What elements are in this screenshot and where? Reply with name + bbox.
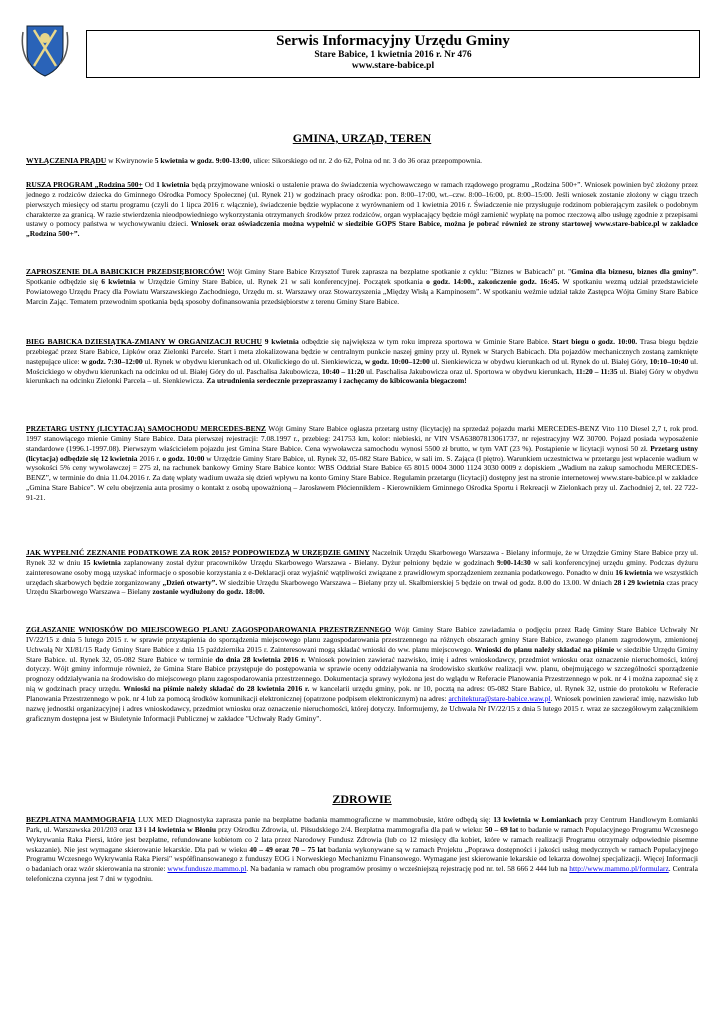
article-run-traffic: BIEG BABICKA DZIESIĄTKA-ZMIANY W ORGANIZACJI RUCHU 9 kwietnia odbędzie się największa w tym roku impreza sportowa w Gminie Stare Babice. Start biegu o godz. 10:00. Trasa biegu będzie przebiegać przez Stare Babice, Lipków oraz Zielonki Parcele. Start i meta zlokalizowana będzie w centralnym punkcie naszej gminy przy ul. Rynek w Starych Babicach. Dla pojazdów mechanicznych zostaną zamknięte następujące ulice: w godz. 7:30–12:00 ul. Rynek w obydwu kierunkach od ul. Okulickiego do ul. Sienkiewicza, w godz. 10:00–12:00 ul. Sienkiewicza w obydwu kierunkach od ul. Rynek do ul. Białej Góry, 10:10–10:40 ul. Mościckiego w obydwu kierunkach na odcinku od ul. Białej Góry do ul. Paschalisa Jakubowicza, 10:40 – 11:20 ul. Paschalisa Jakubowicza oraz ul. Sportowa w obydwu kierunkach, 11:20 – 11:35 ul. Białej Góry w obydwu kierunkach na odcinku Zielonki Parcela – ul. Sienkiewicza. Za utrudnienia serdecznie przepraszamy i zachęcamy do kibicowania biegaczom!: [26, 337, 699, 386]
coat-of-arms-icon: [20, 22, 70, 78]
article-vehicle-auction: PRZETARG USTNY (LICYTACJA) SAMOCHODU MERCEDES-BENZ Wójt Gminy Stare Babice ogłasza przetarg ustny (licytację) na sprzedaż pojazdu marki MERCEDES-BENZ Vito 110 Diesel 2,7 t, rok prod. 1997 stanowiącego mienie Gminy Stare Babice. Data pierwszej rejestracji: 7.08.1997 r., przebieg: 241753 km, kolor: niebieski, nr VIN VSA63807813061737, nr rejestracyjny WZ 30700. Pojazd posiada wyposażenie standardowe (1996.1-1997.08). Pierwszym właścicielem pojazdu jest Gmina Stare Babice. Cena wywoławcza samochodu wynosi 5500 zł brutto, w tym VAT (23 %). Postąpienie w licytacji wynosi 50 zł. Przetarg ustny (licytacja) odbędzie się 12 kwietnia 2016 r. o godz. 10:00 w Urzędzie Gminy Stare Babice, ul. Rynek 32, 05-082 Stare Babice, w sali im. S. Zająca (I piętro). Warunkiem uczestnictwa w przetargu jest wpłacenie wadium w wysokości 5% ceny wywoławczej = 275 zł, na rachunek bankowy Gminy Stare Babice konto: WBS Oddział Stare Babice 65 8015 0004 3000 1124 3030 0009 z dopiskiem „Wadium na zakup samochodu MERCEDES-BENZ”, w terminie do dnia 11.04.2016 r. Za datę wpłaty wadium uważa się dzień wpływu na konto Gminy Stare Babice. Regulamin przetargu (licytacji) dostępny jest na stronie internetowej www.stare-babice.pl w zakładce „Gmina Stare Babice”. W celu obejrzenia auta prosimy o kontakt z osobą upoważnioną – Jarosławem Płócienniklem - Kierownikiem Gminnego Ośrodka Sportu i Rekreacji w Zielonkach przy ul. Zachodniej 2, tel. 22 722-91-21.: [26, 424, 699, 502]
article-business-meeting: ZAPROSZENIE DLA BABICKICH PRZEDSIĘBIORCÓW! Wójt Gminy Stare Babice Krzysztof Turek zaprasza na bezpłatne spotkanie z cyklu: "Biznes w Babicach" pt. "Gmina dla biznesu, biznes dla gminy”. Spotkanie odbędzie się 6 kwietnia w Urzędzie Gminy Stare Babice, ul. Rynek 21 w sali konferencyjnej. Początek spotkania o godz. 14:00., zakończenie godz. 16:45. W spotkaniu wezmą udział przedstawiciele Powiatowego Urzędu Pracy dla Powiatu Warszawskiego Zachodniego, Urzędu m. st. Warszawy oraz Stowarzyszenia „Między Wisłą a Kampinosem”. W spotkaniu weźmie udział także Zastępca Wójta Gminy Stare Babice Marcin Zając. Tematem przewodnim spotkania będą sposoby dofinansowania przedsiębiorstw z terenu Gminy Stare Babice.: [26, 267, 698, 306]
section-title-gmina: GMINA, URZĄD, TEREN: [292, 131, 432, 145]
page-header: [18, 22, 700, 78]
bulletin-title: Serwis Informacyjny Urzędu Gminy: [276, 33, 510, 49]
article-heading: PRZETARG USTNY (LICYTACJA) SAMOCHODU MERCEDES-BENZ: [26, 424, 266, 433]
issue-line: Stare Babice, 1 kwietnia 2016 r. Nr 476: [314, 50, 472, 60]
article-heading: WYŁĄCZENIA PRĄDU: [26, 156, 107, 165]
article-tax-returns: JAK WYPEŁNIĆ ZEZNANIE PODATKOWE ZA ROK 2015? PODPOWIEDZĄ W URZĘDZIE GMINY Naczelnik Urzędu Skarbowego Warszawa - Bielany informuje, że w Urzędzie Gminy Stare Babice przy ul. Rynek 32 w dniu 15 kwietnia zaplanowany został dyżur pracowników Urzędu Skarbowego Warszawa - Bielany. Dyżur pełniony będzie w godzinach 9:00-14:30 w sali konferencyjnej urzędu gminy. Podczas dyżuru zainteresowane osoby mogą uzyskać informacje o sposobie korzystania z e-Deklaracji oraz wyjaśnić wątpliwości związane z prawidłowym sporządzeniem zeznania podatkowego. Ponadto w dniu 16 kwietnia we wszystkich urzędach skarbowych będzie zorganizowany „Dzień otwarty”. W siedzibie Urzędu Skarbowego Warszawa – Bielany przy ul. Skalbmierskiej 5 będzie on trwał od godz. 8.00 do 13.00. W dniach 28 i 29 kwietnia czas pracy Urzędu Skarbowego Warszawa – Bielany zostanie wydłużony do godz. 18:00.: [26, 548, 699, 597]
header-box: [86, 30, 700, 78]
fundusze-link[interactable]: www.fundusze.mammo.pl: [167, 864, 247, 874]
registration-form-link[interactable]: http://www.mammo.pl/formularz: [569, 864, 669, 874]
article-rodzina-500: RUSZA PROGRAM „Rodzina 500+ Od 1 kwietnia będą przyjmowane wnioski o ustalenie prawa do świadczenia wychowawczego w ramach rządowego programu „Rodzina 500+”. Wniosek powinien być złożony przez jednego z rodziców dziecka do Gminnego Ośrodka Pomocy Społecznej (ul. Rynek 21) w godzinach pracy ośrodka: pon. 8:00–17:00, wt.–czw. 8:00–16:00, pt. 8:00–15:00. Jeśli wniosek zostanie złożony w ciągu trzech pierwszych miesięcy od startu programu (czyli do 1 lipca 2016 r. włącznie), świadczenie będzie wypłacone z wyrównaniem od 1 kwietnia 2016 r. Świadczenie nie przysługuje rodzinom pobierającym zasiłek o podobnym charakterze za granicą. W razie stwierdzenia nieodpowiedniego wykorzystania otrzymanych środków przez rodziców, organ wypłacający będzie mógł zamienić wypłatę na pomoc rzeczową albo usługę zgodnie z przepisami ustawy o pomocy państwa w wychowywaniu dzieci. Wniosek oraz oświadczenia można wypełnić w siedzibie GOPS Stare Babice, można je pobrać również ze strony startowej www.stare-babice.pl w zakładce „Rodzina 500+”.: [26, 180, 699, 239]
article-zoning-plan: ZGŁASZANIE WNIOSKÓW DO MIEJSCOWEGO PLANU ZAGOSPODAROWANIA PRZESTRZENNEGO Wójt Gminy Stare Babice zawiadamia o podjęciu przez Radę Gminy Stare Babice Uchwały Nr IV/22/15 z dnia 5 lutego 2015 r. w sprawie przystąpienia do sporządzenia miejscowego planu zagospodarowania przestrzennego na różnych obszarach gminy Stare Babice, zwanego planem zagrodowym, zmienionej Uchwałą Nr XI/81/15 Rady Gminy Stare Babice z dnia 15 października 2015 r. Zainteresowani mogą składać wnioski do ww. planu miejscowego. Wnioski do planu należy składać na piśmie w siedzibie Urzędu Gminy Stare Babice. ul. Rynek 32, 05-082 Stare Babice w terminie do dnia 28 kwietnia 2016 r. Wniosek powinien zawierać nazwisko, imię i adres wnioskodawcy, przedmiot wniosku oraz oznaczenie nieruchomości, której dotyczy. Wójt gminy informuje również, że Gmina Stare Babice przystępuje do postępowania w sprawie oceny oddziaływania na środowisko skutków realizacji ww. planu, obejmującego w szczególności sporządzenie prognozy oddziaływania na środowisko do miejscowego planu zagospodarowania przestrzennego. Dokumentacja sprawy wyłożona jest do wglądu w Referacie Planowania Przestrzennego w pok. nr 4 i można zapoznać się z nią w godzinach pracy urzędu. Wnioski na piśmie należy składać do 28 kwietnia 2016 r. w kancelarii urzędu gminy, pok. nr 10, pocztą na adres: 05-082 Stare Babice, ul. Rynek 32, ustnie do protokołu w Referacie Planowania Przestrzennego w pok. nr 4 lub za pomocą środków komunikacji elektronicznej (opatrzone podpisem elektronicznym) na adres: architektura@stare-babice.waw.pl. Wniosek powinien zawierać imię, nazwisko lub nazwę jednostki organizacyjnej i adres wnioskodawcy, przedmiot wniosku oraz oznaczenie nieruchomości, której dotyczy. Informujemy, że Uchwała Nr IV/22/15 z dnia 5 lutego 2015 r. wraz ze szczegółowym załącznikiem graficznym dostępna jest w Biuletynie Informacji Publicznej w zakładce "Uchwały Rady Gminy".: [26, 625, 698, 723]
website-line: www.stare-babice.pl: [351, 61, 435, 71]
email-link[interactable]: architektura@stare-babice.waw.pl: [448, 693, 551, 703]
article-heading: RUSZA PROGRAM „Rodzina 500+: [26, 180, 143, 189]
article-heading: ZGŁASZANIE WNIOSKÓW DO MIEJSCOWEGO PLANU ZAGOSPODAROWANIA PRZESTRZENNEGO: [26, 625, 392, 634]
article-mammography: BEZPŁATNA MAMMOGRAFIA LUX MED Diagnostyka zaprasza panie na bezpłatne badania mammograficzne w mammobusie, które odbędą się: 13 kwietnia w Łomiankach przy Centrum Handlowym Łomianki Park, ul. Warszawska 201/203 oraz 13 i 14 kwietnia w Błoniu przy Ośrodku Zdrowia, ul. Piłsudskiego 2/4. Bezpłatna mammografia dla pań w wieku: 50 – 69 lat to badanie w ramach Populacyjnego Programu Wczesnego Wykrywania Raka Piersi, które jest bezpłatne, refundowane kobietom co 2 lata przez Narodowy Fundusz Zdrowia (lub co 12 miesięcy dla kobiet, które w ramach realizacji Programu otrzymały odpowiednie pisemne wskazanie). Nie jest wymagane skierowanie lekarskie. Dla pań w wieku 40 – 49 oraz 70 – 75 lat badania wykonywane są w ramach Projektu „Poprawa dostępności i jakości usług medycznych w ramach Populacyjnego Programu Wczesnego Wykrywania Raka Piersi" współfinansowanego z funduszy EOG i Norweskiego Mechanizmu Finansowego. Wymagane jest skierowanie lekarskie od lekarza dowolnej specjalizacji. Więcej Informacji o badaniach oraz wzór skierowania na stronie: www.fundusze.mammo.pl. Na badania w ramach obu programów prosimy o wcześniejszą rejestrację pod nr. tel. 58 666 2 444 lub na http://www.mammo.pl/formularz. Centrala telefoniczna czynna jest 7 dni w tygodniu.: [26, 815, 699, 884]
article-heading: ZAPROSZENIE DLA BABICKICH PRZEDSIĘBIORCÓW!: [26, 267, 225, 276]
article-power-outage: WYŁĄCZENIA PRĄDU w Kwirynowie 5 kwietnia w godz. 9:00-13:00, ulice: Sikorskiego od nr. 2 do 62, Polna od nr. 3 do 36 oraz przepompownia.: [26, 156, 483, 165]
article-heading: JAK WYPEŁNIĆ ZEZNANIE PODATKOWE ZA ROK 2015? PODPOWIEDZĄ W URZĘDZIE GMINY: [26, 548, 370, 557]
article-heading: BEZPŁATNA MAMMOGRAFIA: [26, 815, 136, 824]
section-title-zdrowie: ZDROWIE: [332, 792, 392, 806]
article-heading: BIEG BABICKA DZIESIĄTKA-ZMIANY W ORGANIZACJI RUCHU: [26, 337, 262, 346]
